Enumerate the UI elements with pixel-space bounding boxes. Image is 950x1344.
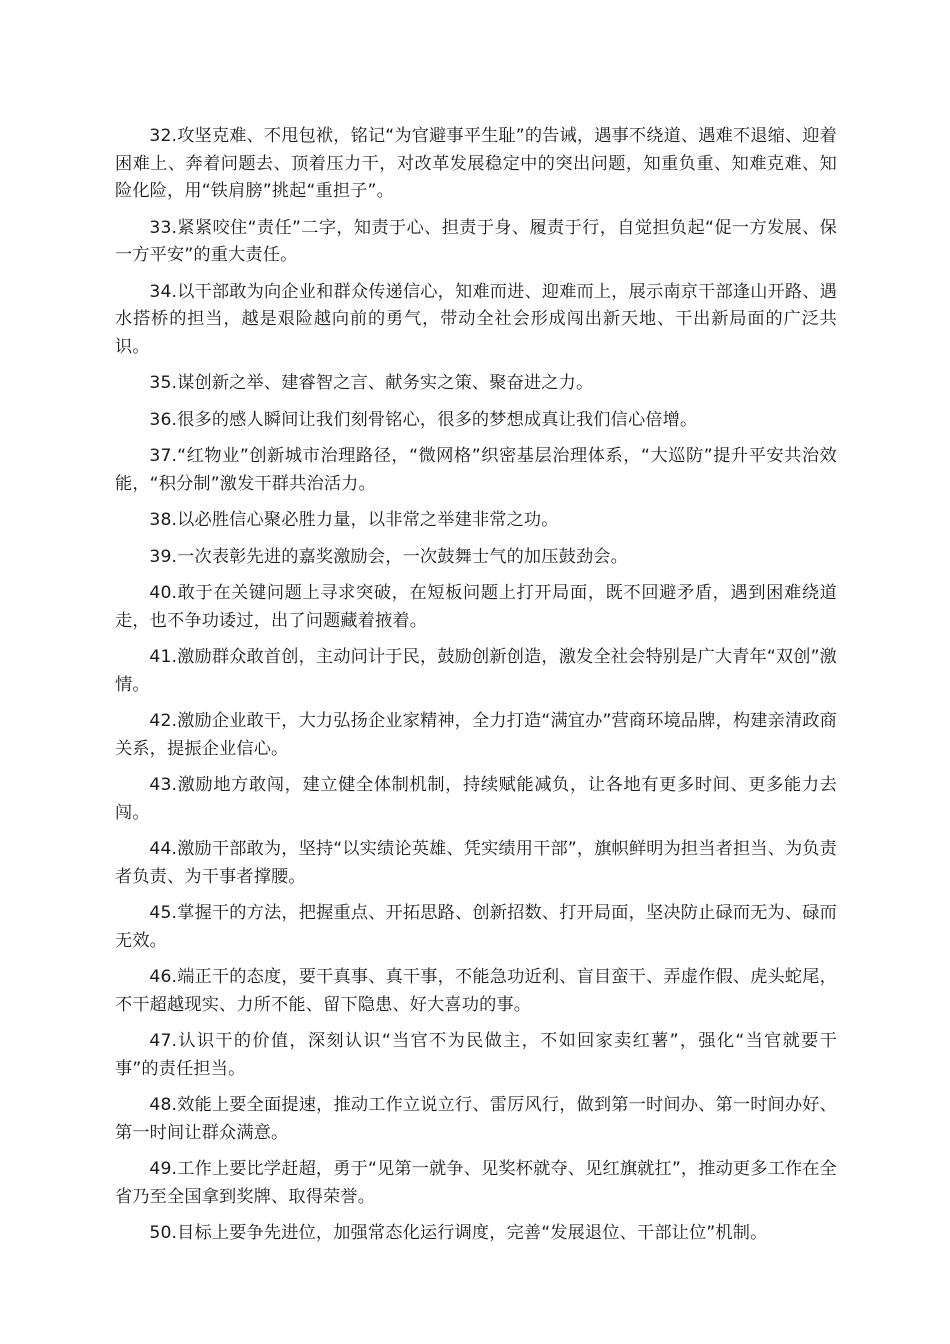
paragraph-48: 48.效能上要全面提速，推动工作立说立行、雷厉风行，做到第一时间办、第一时间办好、第一时间让群众满意。: [115, 1095, 837, 1143]
paragraph-44: 44.激励干部敢为，坚持“以实绩论英雄、凭实绩用干部”，旗帜鲜明为担当者担当、为负责者负责、为干事者撑腰。: [115, 839, 837, 887]
paragraph-38: 38.以必胜信心聚必胜力量，以非常之举建非常之功。: [149, 510, 559, 530]
paragraph-49: 49.工作上要比学赶超，勇于“见第一就争、见奖杯就夺、见红旗就扛”，推动更多工作在全省乃至全国拿到奖牌、取得荣誉。: [115, 1159, 837, 1207]
paragraph-47: 47.认识干的价值，深刻认识“当官不为民做主，不如回家卖红薯”，强化“当官就要干事”的责任担当。: [115, 1031, 837, 1079]
paragraph-34: 34.以干部敢为向企业和群众传递信心，知难而进、迎难而上，展示南京干部逢山开路、遇水搭桥的担当，越是艰险越向前的勇气，带动全社会形成闯出新天地、干出新局面的广泛共识。: [115, 281, 837, 357]
paragraph-36: 36.很多的感人瞬间让我们刻骨铭心，很多的梦想成真让我们信心倍增。: [149, 409, 698, 430]
document-body: [115, 123, 837, 1257]
paragraph-40: 40.敢于在关键问题上寻求突破，在短板问题上打开局面，既不回避矛盾，遇到困难绕道走，也不争功诿过，出了问题藏着掖着。: [115, 583, 837, 631]
paragraph-32: 32.攻坚克难、不甩包袱，铭记“为官避事平生耻”的告诫，遇事不绕道、遇难不退缩、迎着困难上、奔着问题去、顶着压力干，对改革发展稳定中的突出问题，知重负重、知难克难、知险化险，用“铁肩膀”挑起“重担子”。: [115, 126, 837, 201]
paragraph-45: 45.掌握干的方法，把握重点、开拓思路、创新招数、打开局面，坚决防止碌而无为、碌而无效。: [115, 903, 837, 951]
paragraph-43: 43.激励地方敢闯，建立健全体制机制，持续赋能减负，让各地有更多时间、更多能力去闯。: [115, 775, 837, 823]
paragraph-46: 46.端正干的态度，要干真事、真干事，不能急功近利、盲目蛮干、弄虚作假、虎头蛇尾，不干超越现实、力所不能、留下隐患、好大喜功的事。: [115, 967, 837, 1015]
paragraph-50: 50.目标上要争先进位，加强常态化运行调度，完善“发展退位、干部让位”机制。: [149, 1223, 768, 1243]
paragraph-35: 35.谋创新之举、建睿智之言、献务实之策、聚奋进之力。: [149, 373, 594, 393]
paragraph-42: 42.激励企业敢干，大力弘扬企业家精神，全力打造“满宜办”营商环境品牌，构建亲清政商关系，提振企业信心。: [115, 711, 837, 759]
paragraph-37: 37.“红物业”创新城市治理路径，“微网格”织密基层治理体系，“大巡防”提升平安共治效能，“积分制”激发干群共治活力。: [115, 446, 837, 494]
paragraph-41: 41.激励群众敢首创，主动问计于民，鼓励创新创造，激发全社会特别是广大青年“双创”激情。: [115, 647, 837, 695]
paragraph-39: 39.一次表彰先进的嘉奖激励会，一次鼓舞士气的加压鼓劲会。: [149, 546, 628, 567]
paragraph-33: 33.紧紧咬住“责任”二字，知责于心、担责于身、履责于行，自觉担负起“促一方发展、保一方平安”的重大责任。: [115, 217, 837, 265]
